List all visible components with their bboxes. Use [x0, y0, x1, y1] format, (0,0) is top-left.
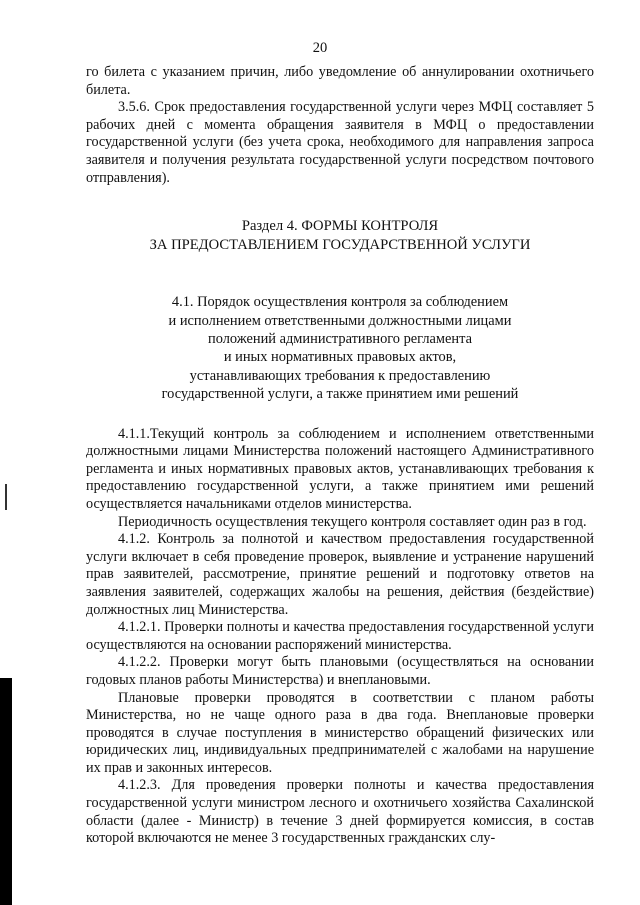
paragraph-planned-checks: Плановые проверки проводятся в соответствии с планом работы Министерства, но не чаще одного раза в два года. Внеплановые проверки проводятся в случае поступления в министерство обращений физических или юридических лиц, индивидуальных предпринимателей с жалобами на нарушение их прав и законных интересов. [86, 689, 594, 776]
scan-binding-shadow [0, 678, 12, 905]
subsection-line: устанавливающих требования к предоставлению [189, 367, 491, 384]
paragraph-3-5-6: 3.5.6. Срок предоставления государственной услуги через МФЦ составляет 5 рабочих дней с момента обращения заявителя в МФЦ о предоставлении государственной услуги (без учета срока, необходимого для направления запроса заявителя и получения результата государственной услуги посредством почтового отправления). [86, 99, 594, 186]
paragraph-4-1-2-2: 4.1.2.2. Проверки могут быть плановыми (осуществляться на основании годовых планов работы Министерства) и внеплановыми. [86, 654, 594, 688]
page-number: 20 [312, 40, 328, 56]
section-title-line2: ЗА ПРЕДОСТАВЛЕНИЕМ ГОСУДАРСТВЕННОЙ УСЛУГИ [149, 237, 531, 254]
subsection-heading [86, 293, 594, 403]
subsection-line: положений административного регламента [208, 330, 472, 347]
subsection-line: 4.1. Порядок осуществления контроля за соблюдением [171, 294, 509, 311]
section-heading [86, 217, 594, 255]
subsection-line: и иных нормативных правовых актов, [223, 349, 457, 366]
subsection-line: и исполнением ответственными должностными лицами [168, 312, 512, 329]
paragraph-continuation: го билета с указанием причин, либо уведомление об аннулировании охотничьего билета. [86, 64, 594, 98]
paragraph-periodicity: Периодичность осуществления текущего контроля составляет один раз в год. [118, 513, 587, 530]
scan-artifact-mark [5, 484, 7, 510]
paragraph-4-1-2: 4.1.2. Контроль за полнотой и качеством предоставления государственной услуги включает в себя проведение проверок, выявление и устранение нарушений прав заявителей, рассмотрение, принятие решений и подготовку ответов на заявления заявителей, содержащих жалобы на решения, действия (бездействие) должностных лиц Министерства. [86, 531, 594, 618]
subsection-line: государственной услуги, а также принятием ими решений [161, 386, 519, 403]
paragraph-4-1-2-1: 4.1.2.1. Проверки полноты и качества предоставления государственной услуги осуществляются на основании распоряжений министерства. [86, 619, 594, 653]
paragraph-4-1-2-3: 4.1.2.3. Для проведения проверки полноты и качества предоставления государственной услуги министром лесного и охотничьего хозяйства Сахалинской области (далее - Министр) в течение 3 дней формируется комиссия, в состав которой включаются не менее 3 государственных гражданских слу- [86, 777, 594, 847]
paragraph-4-1-1: 4.1.1.Текущий контроль за соблюдением и исполнением ответственными должностными лицами Министерства положений настоящего Административного регламента и иных нормативных правовых актов, устанавливающих требования к предоставлению государственной услуги, а также принятием ими решений осуществляется начальниками отделов министерства. [86, 425, 594, 512]
document-body [86, 64, 594, 848]
section-title-line1: Раздел 4. ФОРМЫ КОНТРОЛЯ [241, 218, 439, 235]
